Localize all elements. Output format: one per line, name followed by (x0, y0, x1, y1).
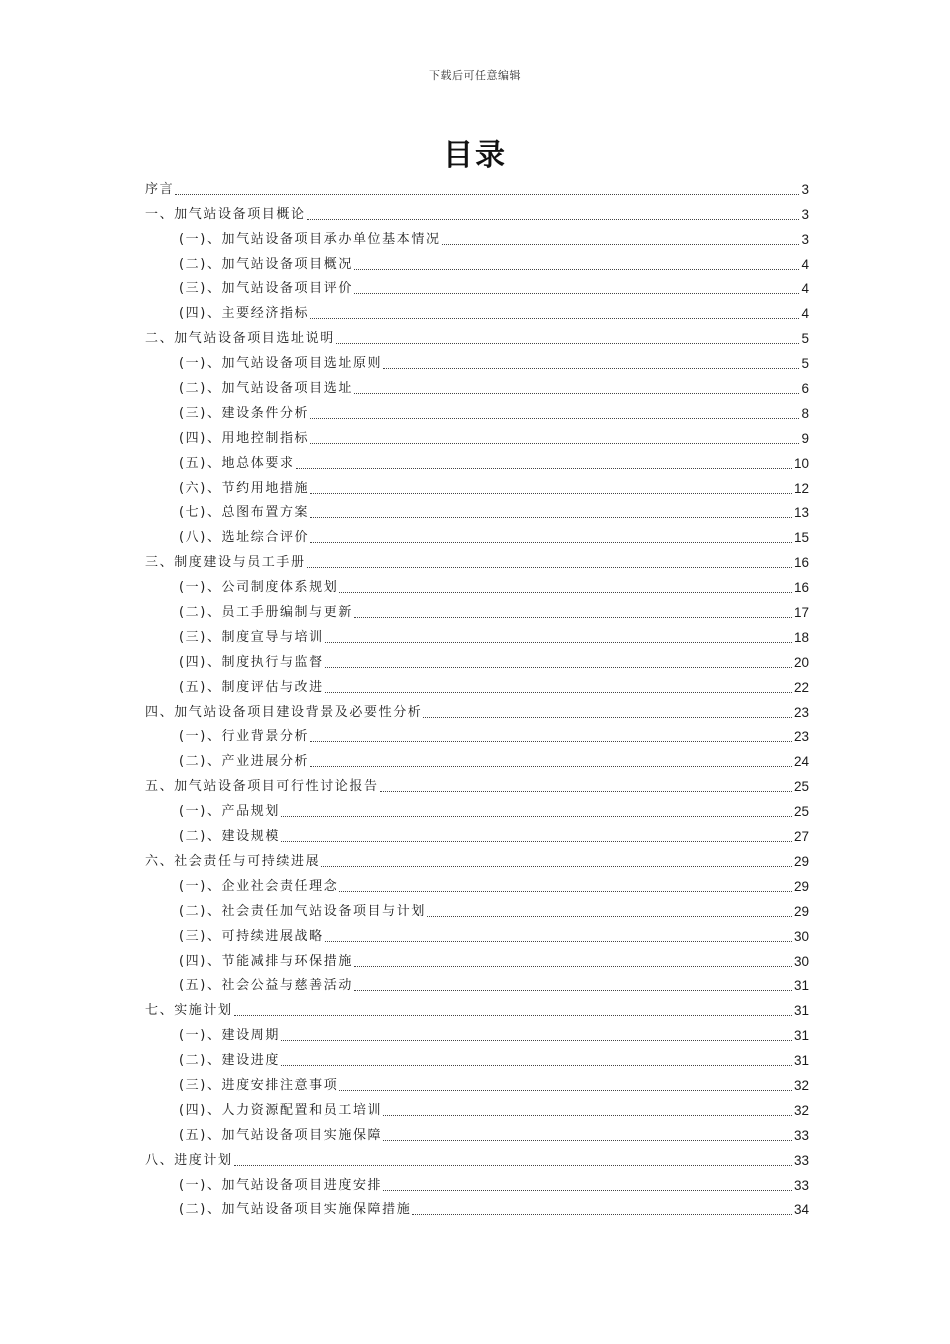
toc-entry-page-number: 3 (801, 231, 809, 247)
toc-entry[interactable] (145, 398, 809, 423)
toc-entry-label: (二)、加气站设备项目实施保障措施 (179, 1202, 412, 1218)
toc-entry-page-number: 31 (793, 978, 809, 994)
toc-entry-label: (三)、进度安排注意事项 (179, 1077, 339, 1093)
toc-entry[interactable] (145, 224, 809, 249)
toc-entry-page-number: 32 (793, 1077, 809, 1093)
toc-entry-label: (四)、用地控制指标 (179, 430, 310, 446)
toc-leader-dots (310, 741, 792, 742)
toc-entry[interactable] (145, 522, 809, 547)
toc-entry-page-number: 4 (801, 256, 809, 272)
toc-entry-label: (四)、节能减排与环保措施 (179, 953, 353, 969)
toc-entry-label: (一)、加气站设备项目承办单位基本情况 (179, 231, 441, 247)
toc-leader-dots (354, 617, 792, 618)
toc-leader-dots (354, 990, 792, 991)
toc-entry[interactable] (145, 647, 809, 672)
toc-leader-dots (383, 1115, 792, 1116)
toc-leader-dots (175, 194, 799, 195)
toc-entry[interactable] (145, 1045, 809, 1070)
toc-leader-dots (423, 717, 792, 718)
toc-entry-label: (一)、行业背景分析 (179, 729, 310, 745)
toc-entry-label: (二)、产业进展分析 (179, 754, 310, 770)
toc-entry-label: (一)、企业社会责任理念 (179, 878, 339, 894)
toc-entry[interactable] (145, 423, 809, 448)
toc-leader-dots (307, 567, 792, 568)
toc-entry[interactable] (145, 323, 809, 348)
toc-entry[interactable] (145, 821, 809, 846)
toc-entry[interactable] (145, 697, 809, 722)
toc-leader-dots (383, 368, 799, 369)
toc-leader-dots (321, 866, 792, 867)
toc-leader-dots (354, 966, 792, 967)
toc-entry-label: (五)、社会公益与慈善活动 (179, 978, 353, 994)
toc-entry-label: (二)、员工手册编制与更新 (179, 605, 353, 621)
toc-entry-label: (一)、产品规划 (179, 804, 280, 820)
toc-entry-page-number: 32 (793, 1102, 809, 1118)
toc-leader-dots (336, 343, 800, 344)
toc-entry-page-number: 33 (793, 1127, 809, 1143)
toc-entry[interactable] (145, 871, 809, 896)
toc-leader-dots (281, 1040, 792, 1041)
toc-entry-label: (七)、总图布置方案 (179, 505, 310, 521)
toc-entry-page-number: 31 (793, 1003, 809, 1019)
toc-entry[interactable] (145, 722, 809, 747)
toc-leader-dots (427, 916, 792, 917)
toc-entry-label: (二)、建设规模 (179, 829, 280, 845)
toc-entry-label: (二)、建设进度 (179, 1053, 280, 1069)
toc-entry[interactable] (145, 473, 809, 498)
toc-entry-label: (一)、公司制度体系规划 (179, 580, 339, 596)
toc-entry-page-number: 8 (801, 405, 809, 421)
toc-entry[interactable] (145, 174, 809, 199)
toc-entry-label: (二)、加气站设备项目概况 (179, 256, 353, 272)
toc-entry-label: (二)、加气站设备项目选址 (179, 381, 353, 397)
toc-entry-label: (四)、主要经济指标 (179, 306, 310, 322)
toc-leader-dots (281, 841, 792, 842)
toc-entry[interactable] (145, 597, 809, 622)
toc-entry-label: 六、社会责任与可持续进展 (145, 853, 321, 869)
header-note: 下载后可任意编辑 (429, 69, 521, 82)
toc-leader-dots (234, 1165, 792, 1166)
toc-entry-page-number: 33 (793, 1177, 809, 1193)
toc-entry-label: 七、实施计划 (145, 1003, 233, 1019)
toc-entry[interactable] (145, 498, 809, 523)
toc-entry-label: (三)、可持续进展战略 (179, 928, 324, 944)
toc-leader-dots (354, 293, 800, 294)
toc-entry-page-number: 27 (793, 829, 809, 845)
toc-entry-page-number: 12 (793, 480, 809, 496)
toc-entry-page-number: 15 (793, 530, 809, 546)
toc-leader-dots (296, 468, 792, 469)
toc-leader-dots (442, 244, 800, 245)
toc-leader-dots (281, 1065, 792, 1066)
toc-entry-page-number: 10 (793, 455, 809, 471)
toc-leader-dots (310, 443, 799, 444)
toc-entry-page-number: 9 (801, 430, 809, 446)
toc-leader-dots (325, 941, 792, 942)
toc-entry[interactable] (145, 1070, 809, 1095)
toc-entry-label: 序言 (145, 181, 175, 197)
toc-entry-page-number: 29 (793, 878, 809, 894)
toc-entry-label: 二、加气站设备项目选址说明 (145, 331, 335, 347)
toc-entry[interactable] (145, 946, 809, 971)
toc-entry[interactable] (145, 1120, 809, 1145)
toc-leader-dots (354, 393, 800, 394)
toc-entry-page-number: 30 (793, 928, 809, 944)
toc-entry[interactable] (145, 1195, 809, 1220)
toc-entry-label: 五、加气站设备项目可行性讨论报告 (145, 779, 379, 795)
toc-entry[interactable] (145, 672, 809, 697)
toc-entry-page-number: 30 (793, 953, 809, 969)
toc-entry-page-number: 29 (793, 853, 809, 869)
toc-entry-page-number: 29 (793, 903, 809, 919)
toc-title: 目录 (443, 138, 507, 173)
toc-entry[interactable] (145, 298, 809, 323)
toc-entry-page-number: 6 (801, 381, 809, 397)
toc-leader-dots (234, 1015, 792, 1016)
toc-entry[interactable] (145, 547, 809, 572)
toc-entry[interactable] (145, 572, 809, 597)
toc-entry-page-number: 25 (793, 779, 809, 795)
toc-leader-dots (339, 1090, 792, 1091)
toc-leader-dots (339, 592, 792, 593)
toc-entry[interactable] (145, 448, 809, 473)
toc-leader-dots (310, 318, 799, 319)
toc-entry[interactable] (145, 846, 809, 871)
toc-entry[interactable] (145, 249, 809, 274)
toc-entry-page-number: 34 (793, 1202, 809, 1218)
toc-entry[interactable] (145, 746, 809, 771)
toc-entry[interactable] (145, 1170, 809, 1195)
toc-leader-dots (310, 517, 792, 518)
toc-entry-page-number: 22 (793, 679, 809, 695)
toc-entry-label: (一)、加气站设备项目选址原则 (179, 356, 383, 372)
toc-entry-page-number: 17 (793, 605, 809, 621)
toc-leader-dots (354, 269, 800, 270)
toc-entry-label: (四)、人力资源配置和员工培训 (179, 1102, 383, 1118)
toc-entry-label: (五)、制度评估与改进 (179, 679, 324, 695)
toc-leader-dots (310, 766, 792, 767)
toc-entry-page-number: 33 (793, 1152, 809, 1168)
toc-entry-page-number: 4 (801, 306, 809, 322)
toc-entry-label: (五)、地总体要求 (179, 455, 295, 471)
toc-entry-label: 一、加气站设备项目概论 (145, 206, 306, 222)
toc-entry-label: (八)、选址综合评价 (179, 530, 310, 546)
toc-leader-dots (325, 642, 792, 643)
toc-entry-page-number: 13 (793, 505, 809, 521)
toc-entry[interactable] (145, 1020, 809, 1045)
toc-entry-page-number: 31 (793, 1053, 809, 1069)
toc-entry-label: 三、制度建设与员工手册 (145, 555, 306, 571)
toc-entry-page-number: 24 (793, 754, 809, 770)
toc-leader-dots (383, 1190, 792, 1191)
toc-entry[interactable] (145, 896, 809, 921)
toc-entry-page-number: 31 (793, 1028, 809, 1044)
toc-entry-label: (三)、加气站设备项目评价 (179, 281, 353, 297)
toc-entry-label: (一)、加气站设备项目进度安排 (179, 1177, 383, 1193)
toc-entry-page-number: 23 (793, 704, 809, 720)
toc-entry-label: 八、进度计划 (145, 1152, 233, 1168)
toc-entry-page-number: 20 (793, 654, 809, 670)
toc-entry-page-number: 16 (793, 555, 809, 571)
toc-entry-page-number: 5 (801, 356, 809, 372)
toc-entry-label: (五)、加气站设备项目实施保障 (179, 1127, 383, 1143)
toc-leader-dots (325, 692, 792, 693)
toc-entry[interactable] (145, 348, 809, 373)
toc-leader-dots (310, 542, 792, 543)
toc-entry[interactable] (145, 1145, 809, 1170)
toc-entry[interactable] (145, 199, 809, 224)
toc-entry-label: 四、加气站设备项目建设背景及必要性分析 (145, 704, 423, 720)
toc-entry[interactable] (145, 622, 809, 647)
toc-entry-label: (三)、制度宣导与培训 (179, 629, 324, 645)
toc-entry-page-number: 3 (801, 206, 809, 222)
toc-leader-dots (339, 891, 792, 892)
toc-entry-label: (二)、社会责任加气站设备项目与计划 (179, 903, 426, 919)
toc-leader-dots (380, 791, 792, 792)
toc-entry-page-number: 25 (793, 804, 809, 820)
toc-entry[interactable] (145, 1095, 809, 1120)
toc-entry-page-number: 3 (801, 181, 809, 197)
toc-entry[interactable] (145, 921, 809, 946)
toc-leader-dots (310, 493, 792, 494)
toc-leader-dots (412, 1214, 792, 1215)
toc-entry-page-number: 18 (793, 629, 809, 645)
toc-entry-label: (四)、制度执行与监督 (179, 654, 324, 670)
toc-entry[interactable] (145, 995, 809, 1020)
toc-entry[interactable] (145, 796, 809, 821)
toc-entry[interactable] (145, 771, 809, 796)
toc-leader-dots (281, 816, 792, 817)
toc-entry[interactable] (145, 274, 809, 299)
toc-entry-page-number: 4 (801, 281, 809, 297)
toc-entry-page-number: 16 (793, 580, 809, 596)
toc-leader-dots (383, 1140, 792, 1141)
toc-leader-dots (307, 219, 800, 220)
toc-entry-label: (三)、建设条件分析 (179, 405, 310, 421)
toc-leader-dots (310, 418, 799, 419)
toc-leader-dots (325, 667, 792, 668)
toc-entry-page-number: 5 (801, 331, 809, 347)
toc-entry-page-number: 23 (793, 729, 809, 745)
toc-entry[interactable] (145, 971, 809, 996)
toc-entry-label: (一)、建设周期 (179, 1028, 280, 1044)
toc-entry-label: (六)、节约用地措施 (179, 480, 310, 496)
toc-entry[interactable] (145, 373, 809, 398)
table-of-contents (145, 174, 809, 1219)
